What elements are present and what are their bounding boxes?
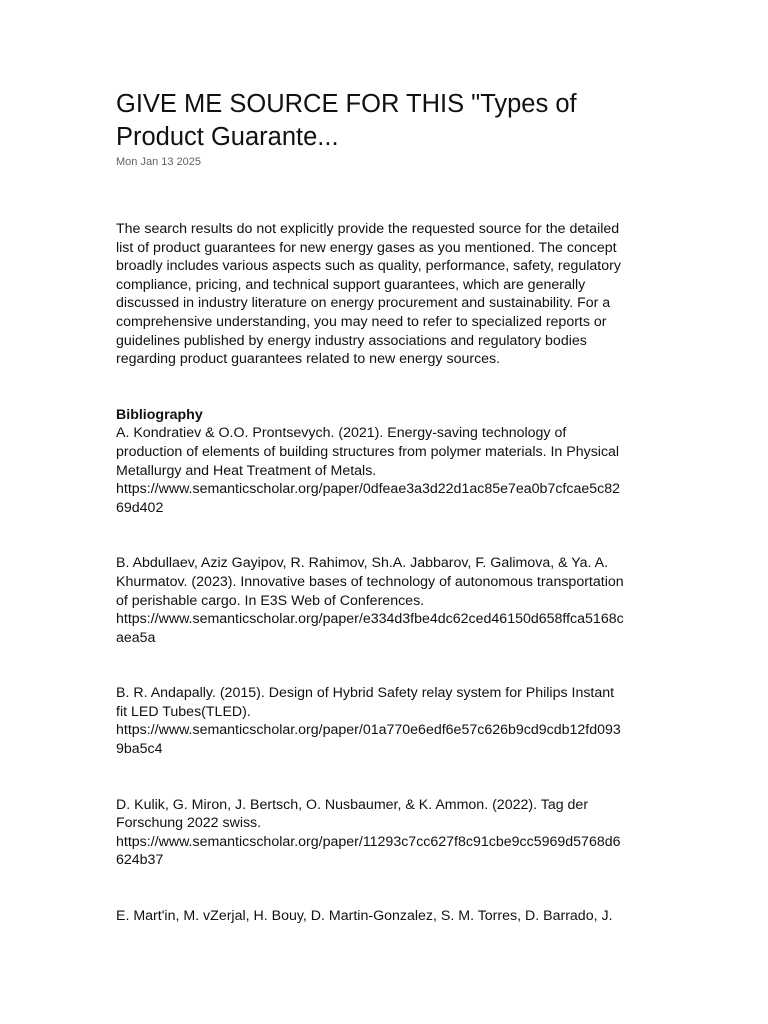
bibliography-list — [116, 424, 652, 925]
summary-paragraph: The search results do not explicitly provide the requested source for the detailed list of product guarantees for new energy gases as you mentioned. The concept broadly includes various aspects such as quality, performance, safety, regulatory compliance, pricing, and technical support guarantees, which are generally discussed in industry literature on energy procurement and sustainability. For a comprehensive understanding, you may need to refer to specialized reports or guidelines published by energy industry associations and regulatory bodies regarding product guarantees related to new energy sources. — [116, 221, 621, 368]
bibliography-entry: B. Abdullaev, Aziz Gayipov, R. Rahimov, Sh.A. Jabbarov, F. Galimova, & Ya. A. Khurmatov. (2023). Innovative bases of technology of autonomous transportation of perishable cargo. In E3S Web of Conferences. https://www.semanticscholar.org/paper/e334d3fbe4dc62ced46150d658ffca5168c aea5a — [116, 555, 624, 646]
date-label: Mon Jan 13 2025 — [116, 156, 202, 168]
bibliography-entry: E. Mart'in, M. vZerjal, H. Bouy, D. Martin-Gonzalez, S. M. Torres, D. Barrado, J. — [116, 908, 613, 925]
document-page — [116, 88, 652, 926]
bibliography-entry: A. Kondratiev & O.O. Prontsevych. (2021). Energy-saving technology of production of elements of building structures from polymer materials. In Physical Metallurgy and Heat Treatment of Metals. https://www.semanticscholar.org/paper/0dfeae3a3d22d1ac85e7ea0b7cfcae5c82 69d402 — [116, 425, 621, 516]
bibliography-entry: D. Kulik, G. Miron, J. Bertsch, O. Nusbaumer, & K. Ammon. (2022). Tag der Forschung 2022 swiss. https://www.semanticscholar.org/paper/11293c7cc627f8c91cbe9cc5969d5768d6 624b37 — [116, 796, 621, 869]
page-title: GIVE ME SOURCE FOR THIS "Types of Product Guarante... — [116, 90, 577, 151]
bibliography-heading: Bibliography — [116, 406, 203, 423]
bibliography-entry: B. R. Andapally. (2015). Design of Hybrid Safety relay system for Philips Instant fit LED Tubes(TLED). https://www.semanticscholar.org/paper/01a770e6edf6e57c626b9cd9cdb12fd093 9ba5c4 — [116, 685, 621, 758]
